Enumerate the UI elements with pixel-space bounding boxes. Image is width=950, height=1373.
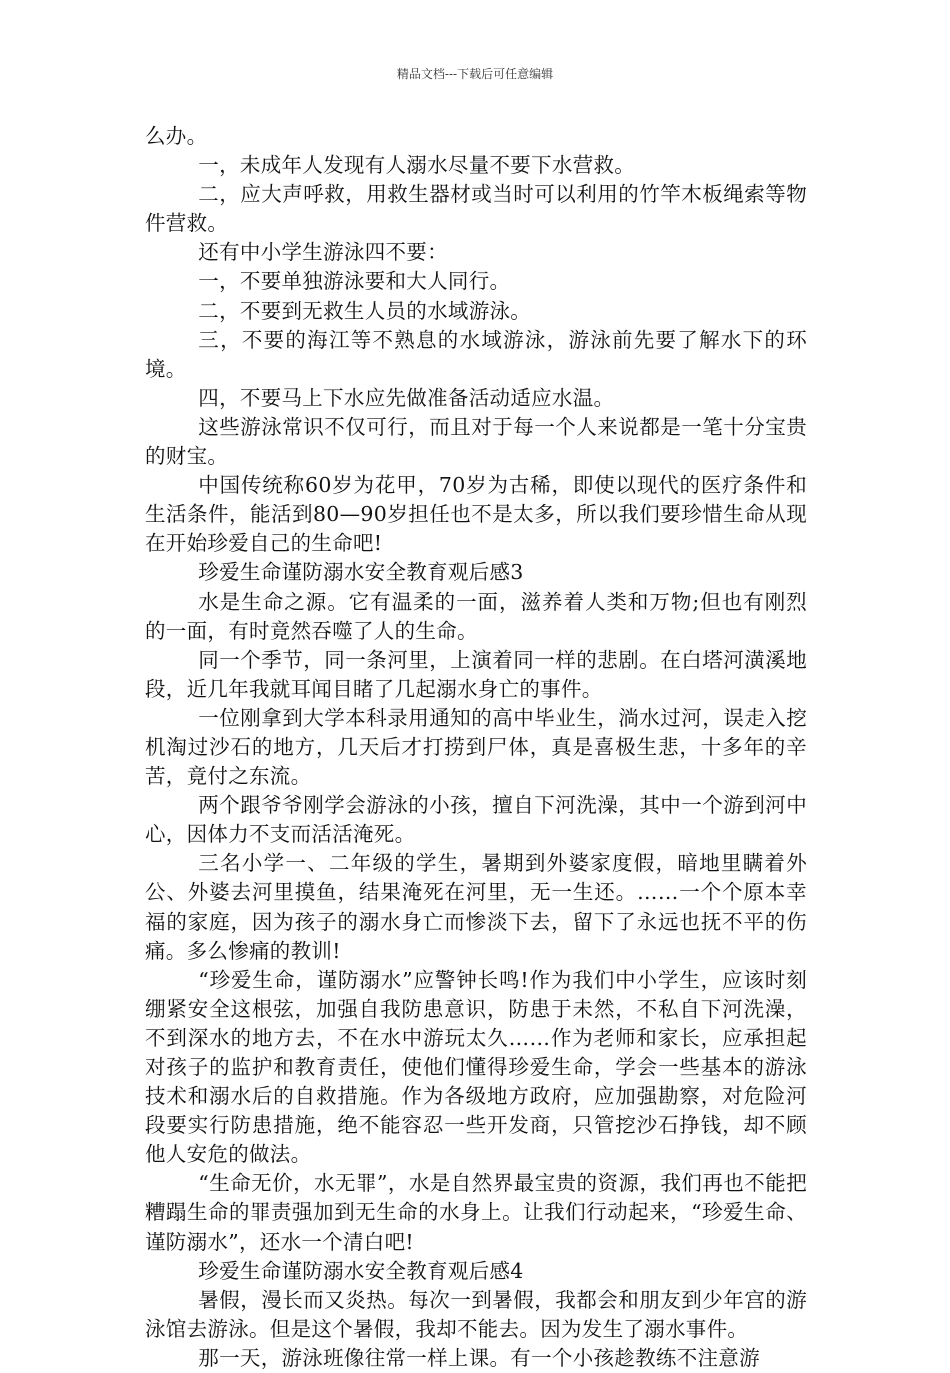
paragraph: 一，未成年人发现有人溺水尽量不要下水营救。 [198, 153, 636, 178]
paragraph: 么办。 [145, 124, 208, 148]
paragraph: 一，不要单独游泳要和大人同行。 [198, 269, 511, 294]
paragraph: 这些游泳常识不仅可行，而且对于每一个人来说都是一笔十分宝贵的财宝。 [145, 414, 807, 469]
paragraph: 四，不要马上下水应先做准备活动适应水温。 [198, 385, 615, 410]
paragraph: 二，不要到无救生人员的水域游泳。 [198, 298, 532, 323]
paragraph: 还有中小学生游泳四不要： [198, 240, 448, 265]
paragraph: 三名小学一、二年级的学生，暑期到外婆家度假，暗地里瞒着外公、外婆去河里摸鱼，结果淹死在河里，无一生还。……一个个原本幸福的家庭，因为孩子的溺水身亡而惨淡下去，留下了永远也抚不平的伤痛。多么惨痛的教训! [145, 851, 807, 963]
paragraph: 暑假，漫长而又炎热。每次一到暑假，我都会和朋友到少年宫的游泳馆去游泳。但是这个暑假，我却不能去。因为发生了溺水事件。 [145, 1287, 807, 1341]
paragraph: “珍爱生命，谨防溺水”应警钟长鸣!作为我们中小学生，应该时刻绷紧安全这根弦，加强自我防患意识，防患于未然，不私自下河洗澡，不到深水的地方去，不在水中游玩太久……作为老师和家长，应承担起对孩子的监护和教育责任，使他们懂得珍爱生命，学会一些基本的游泳技术和溺水后的自救措施。作为各级地方政府，应加强勘察，对危险河段要实行防患措施，绝不能容忍一些开发商，只管挖沙石挣钱，却不顾他人安危的做法。 [145, 967, 807, 1167]
page-header: 精品文档---下载后可任意编辑 [396, 67, 554, 81]
paragraph: 珍爱生命谨防溺水安全教育观后感4 [198, 1258, 524, 1283]
paragraph: 两个跟爷爷刚学会游泳的小孩，擅自下河洗澡，其中一个游到河中心，因体力不支而活活淹死。 [145, 793, 807, 847]
paragraph: 一位刚拿到大学本科录用通知的高中毕业生，淌水过河，误走入挖机淘过沙石的地方，几天后才打捞到尸体，真是喜极生悲，十多年的辛苦，竟付之东流。 [145, 705, 807, 789]
paragraph: 那一天，游泳班像往常一样上课。有一个小孩趁教练不注意游 [198, 1345, 760, 1370]
paragraph: 珍爱生命谨防溺水安全教育观后感3 [198, 560, 524, 585]
paragraph: 水是生命之源。它有温柔的一面，滋养着人类和万物;但也有刚烈的一面，有时竟然吞噬了人的生命。 [145, 589, 807, 643]
paragraph: 同一个季节，同一条河里，上演着同一样的悲剧。在白塔河潢溪地段，近几年我就耳闻目睹了几起溺水身亡的事件。 [145, 647, 807, 701]
paragraph: 二，应大声呼救，用救生器材或当时可以利用的竹竿木板绳索等物件营救。 [145, 182, 807, 236]
paragraph: 中国传统称60岁为花甲，70岁为古稀，即使以现代的医疗条件和生活条件，能活到80—90岁担任也不是太多，所以我们要珍惜生命从现在开始珍爱自己的生命吧! [145, 473, 807, 556]
paragraph: 三，不要的海江等不熟息的水域游泳，游泳前先要了解水下的环境。 [145, 327, 807, 381]
document-body [145, 122, 807, 1373]
paragraph: “生命无价，水无罪”，水是自然界最宝贵的资源，我们再也不能把糟蹋生命的罪责强加到无生命的水身上。让我们行动起来，“珍爱生命、谨防溺水”，还水一个清白吧! [145, 1171, 807, 1254]
